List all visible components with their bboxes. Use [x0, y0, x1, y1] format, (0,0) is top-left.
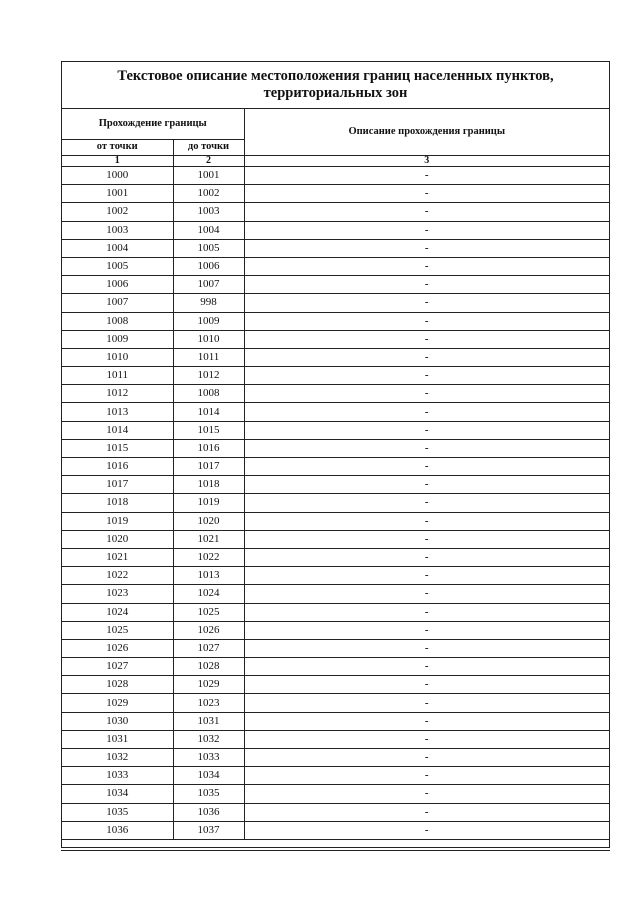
description-cell: - [244, 458, 609, 476]
from-point-cell: 1002 [62, 203, 173, 221]
table-row [62, 203, 609, 221]
table-row [62, 185, 609, 203]
table-row [62, 257, 609, 275]
table-row [62, 730, 609, 748]
to-point-cell: 1004 [173, 221, 244, 239]
to-point-cell: 1009 [173, 312, 244, 330]
to-point-cell: 1012 [173, 367, 244, 385]
description-cell: - [244, 567, 609, 585]
to-point-cell: 1022 [173, 548, 244, 566]
to-point-cell: 1006 [173, 257, 244, 275]
table-row [62, 749, 609, 767]
to-point-cell: 1023 [173, 694, 244, 712]
description-cell: - [244, 367, 609, 385]
from-point-cell: 1029 [62, 694, 173, 712]
table-row [62, 785, 609, 803]
description-cell: - [244, 530, 609, 548]
table-row [62, 712, 609, 730]
passage-header: Прохождение границы [62, 109, 244, 140]
description-cell: - [244, 585, 609, 603]
description-cell: - [244, 276, 609, 294]
to-point-cell: 1002 [173, 185, 244, 203]
from-point-cell: 1012 [62, 385, 173, 403]
table-row [62, 658, 609, 676]
from-point-cell: 1023 [62, 585, 173, 603]
title-line-2: территориальных зон [263, 85, 408, 101]
table-row [62, 603, 609, 621]
from-point-cell: 1033 [62, 767, 173, 785]
table-row [62, 821, 609, 839]
table-row [62, 294, 609, 312]
to-point-cell: 1017 [173, 458, 244, 476]
description-cell: - [244, 639, 609, 657]
from-point-cell: 1026 [62, 639, 173, 657]
description-cell: - [244, 385, 609, 403]
description-cell: - [244, 712, 609, 730]
from-point-cell: 1024 [62, 603, 173, 621]
description-cell: - [244, 203, 609, 221]
description-cell: - [244, 676, 609, 694]
to-point-cell: 1020 [173, 512, 244, 530]
to-point-cell: 1005 [173, 239, 244, 257]
from-point-cell: 1028 [62, 676, 173, 694]
column-number-row [62, 156, 609, 167]
table-row [62, 476, 609, 494]
table-row [62, 239, 609, 257]
title-line-1: Текстовое описание местоположения границ населенных пунктов, [117, 68, 554, 84]
from-point-cell: 1032 [62, 749, 173, 767]
to-point-cell: 1036 [173, 803, 244, 821]
column-number-1: 1 [62, 156, 173, 167]
from-point-cell: 1031 [62, 730, 173, 748]
to-point-cell: 998 [173, 294, 244, 312]
table-row [62, 385, 609, 403]
to-point-cell: 1027 [173, 639, 244, 657]
from-point-cell: 1003 [62, 221, 173, 239]
description-cell: - [244, 439, 609, 457]
to-point-cell: 1032 [173, 730, 244, 748]
table-row [62, 567, 609, 585]
from-point-cell: 1030 [62, 712, 173, 730]
to-point-cell: 1026 [173, 621, 244, 639]
table-row [62, 458, 609, 476]
from-point-cell: 1027 [62, 658, 173, 676]
from-point-cell: 1019 [62, 512, 173, 530]
description-cell: - [244, 730, 609, 748]
description-header: Описание прохождения границы [244, 109, 609, 156]
from-point-cell: 1006 [62, 276, 173, 294]
to-point-cell: 1031 [173, 712, 244, 730]
description-cell: - [244, 512, 609, 530]
to-point-cell: 1025 [173, 603, 244, 621]
from-point-cell: 1009 [62, 330, 173, 348]
table-row [62, 767, 609, 785]
description-cell: - [244, 348, 609, 366]
to-point-cell: 1013 [173, 567, 244, 585]
table-row [62, 348, 609, 366]
table-row [62, 512, 609, 530]
table-row [62, 421, 609, 439]
to-point-cell: 1016 [173, 439, 244, 457]
description-cell: - [244, 476, 609, 494]
to-point-cell: 1033 [173, 749, 244, 767]
to-point-cell: 1028 [173, 658, 244, 676]
from-point-cell: 1007 [62, 294, 173, 312]
to-point-cell: 1010 [173, 330, 244, 348]
to-point-cell: 1001 [173, 167, 244, 185]
description-cell: - [244, 494, 609, 512]
description-cell: - [244, 803, 609, 821]
table-row [62, 312, 609, 330]
table-row [62, 548, 609, 566]
description-cell: - [244, 167, 609, 185]
boundary-table [62, 109, 609, 840]
document-frame [61, 61, 610, 848]
to-point-cell: 1034 [173, 767, 244, 785]
description-cell: - [244, 294, 609, 312]
description-cell: - [244, 658, 609, 676]
table-row [62, 530, 609, 548]
description-cell: - [244, 603, 609, 621]
table-row [62, 221, 609, 239]
from-point-cell: 1016 [62, 458, 173, 476]
description-cell: - [244, 821, 609, 839]
from-point-cell: 1008 [62, 312, 173, 330]
from-point-cell: 1011 [62, 367, 173, 385]
from-point-cell: 1001 [62, 185, 173, 203]
from-point-cell: 1010 [62, 348, 173, 366]
column-number-2: 2 [173, 156, 244, 167]
from-point-cell: 1025 [62, 621, 173, 639]
to-point-cell: 1018 [173, 476, 244, 494]
description-cell: - [244, 312, 609, 330]
table-row [62, 585, 609, 603]
from-point-header: от точки [62, 140, 173, 156]
table-row [62, 676, 609, 694]
from-point-cell: 1014 [62, 421, 173, 439]
to-point-cell: 1011 [173, 348, 244, 366]
table-row [62, 330, 609, 348]
from-point-cell: 1013 [62, 403, 173, 421]
from-point-cell: 1004 [62, 239, 173, 257]
description-cell: - [244, 421, 609, 439]
table-row [62, 167, 609, 185]
table-row [62, 639, 609, 657]
from-point-cell: 1005 [62, 257, 173, 275]
table-row [62, 803, 609, 821]
description-cell: - [244, 749, 609, 767]
to-point-cell: 1019 [173, 494, 244, 512]
to-point-cell: 1014 [173, 403, 244, 421]
to-point-cell: 1035 [173, 785, 244, 803]
description-cell: - [244, 403, 609, 421]
description-cell: - [244, 257, 609, 275]
to-point-header: до точки [173, 140, 244, 156]
description-cell: - [244, 548, 609, 566]
to-point-cell: 1024 [173, 585, 244, 603]
table-row [62, 694, 609, 712]
to-point-cell: 1029 [173, 676, 244, 694]
table-row [62, 276, 609, 294]
description-cell: - [244, 239, 609, 257]
to-point-cell: 1008 [173, 385, 244, 403]
bottom-border-line [61, 850, 610, 851]
description-cell: - [244, 785, 609, 803]
from-point-cell: 1022 [62, 567, 173, 585]
from-point-cell: 1020 [62, 530, 173, 548]
from-point-cell: 1035 [62, 803, 173, 821]
table-row [62, 621, 609, 639]
description-cell: - [244, 694, 609, 712]
from-point-cell: 1036 [62, 821, 173, 839]
from-point-cell: 1034 [62, 785, 173, 803]
description-cell: - [244, 221, 609, 239]
header-row-1 [62, 109, 609, 140]
page-title [62, 62, 609, 109]
to-point-cell: 1037 [173, 821, 244, 839]
from-point-cell: 1017 [62, 476, 173, 494]
from-point-cell: 1015 [62, 439, 173, 457]
to-point-cell: 1007 [173, 276, 244, 294]
table-row [62, 403, 609, 421]
description-cell: - [244, 621, 609, 639]
from-point-cell: 1000 [62, 167, 173, 185]
from-point-cell: 1021 [62, 548, 173, 566]
table-row [62, 439, 609, 457]
description-cell: - [244, 330, 609, 348]
column-number-3: 3 [244, 156, 609, 167]
to-point-cell: 1015 [173, 421, 244, 439]
table-row [62, 494, 609, 512]
description-cell: - [244, 767, 609, 785]
to-point-cell: 1003 [173, 203, 244, 221]
from-point-cell: 1018 [62, 494, 173, 512]
to-point-cell: 1021 [173, 530, 244, 548]
description-cell: - [244, 185, 609, 203]
table-row [62, 367, 609, 385]
